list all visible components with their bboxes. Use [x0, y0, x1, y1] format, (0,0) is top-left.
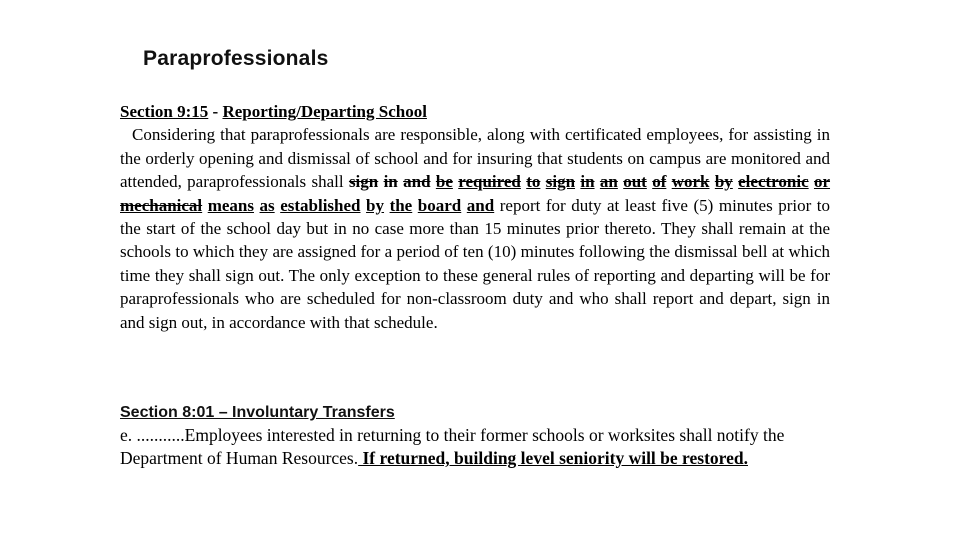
- section-9-15-heading: [120, 100, 830, 123]
- section-9-15-paragraph: Considering that paraprofessionals are responsible, along with certificated employees, for assisting in the orderly opening and dismissal of school and for insuring that students on campus are monitored and attended, paraprofessionals shall sign in and be required to sign in an out of work by electronic or mechanical means as established by the board and report for duty at least five (5) minutes prior to the start of the school day but in no case more than 15 minutes prior thereto. They shall remain at the schools to which they are assigned for a period of ten (10) minutes following the dismissal bell at which time they shall sign out. The only exception to these general rules of reporting and departing will be for paraprofessionals who are scheduled for non-classroom duty and who shall report and depart, sign in and sign out, in accordance with that schedule.: [120, 125, 831, 332]
- section-9-15-heading-separator: -: [208, 102, 223, 121]
- section-8-01-heading: Section 8:01 – Involuntary Transfers: [120, 404, 395, 421]
- section-9-15: [120, 100, 830, 334]
- section-8-01: [120, 401, 826, 470]
- page-title: Paraprofessionals: [143, 47, 329, 70]
- section-8-01-paragraph: e. ...........Employees interested in returning to their former schools or worksites shall notify the Department of Human Resources. If returned, building level seniority will be restored.: [120, 425, 785, 468]
- section-9-15-heading-number: Section 9:15: [120, 102, 209, 121]
- section-9-15-heading-name: Reporting/Departing School: [222, 102, 427, 121]
